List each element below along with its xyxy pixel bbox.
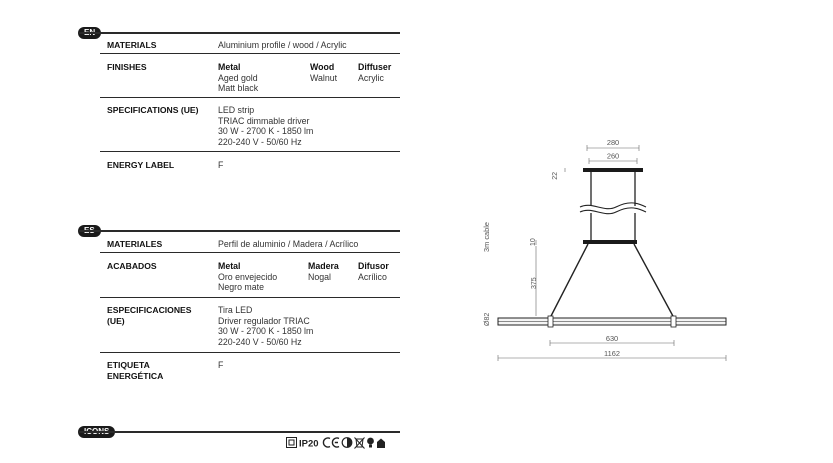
label-materials: MATERIALS	[107, 40, 157, 50]
technical-drawing	[470, 130, 740, 370]
acabados-madera-item: Nogal	[308, 271, 331, 282]
spec-line: 30 W - 2700 K - 1850 lm	[218, 126, 314, 137]
led-bulb-icon	[367, 438, 374, 448]
weee-bin-icon	[355, 438, 365, 449]
divider	[100, 151, 400, 152]
dim-diameter: Ø82	[484, 312, 491, 326]
indoor-use-icon	[377, 439, 385, 449]
acabados-difusor-item: Acrílico	[358, 271, 387, 282]
label-energy: ENERGY LABEL	[107, 160, 175, 170]
finishes-metal-item: Matt black	[218, 83, 259, 94]
finishes-wood-item: Walnut	[310, 72, 338, 83]
spec-line: 220-240 V - 50/60 Hz	[218, 136, 302, 147]
divider	[78, 431, 400, 433]
dimmable-icon	[342, 438, 352, 448]
acabados-metal-head: Metal	[218, 261, 241, 271]
divider	[100, 97, 400, 98]
divider	[100, 297, 400, 298]
divider	[100, 252, 400, 253]
spec-line: LED strip	[218, 105, 255, 115]
label-especificaciones: ESPECIFICACIONES	[107, 305, 192, 315]
finishes-metal-item: Aged gold	[218, 72, 258, 83]
acabados-madera-head: Madera	[308, 261, 339, 271]
value-materials: Aluminium profile / wood / Acrylic	[218, 40, 347, 50]
dim-top-width: 280	[606, 138, 620, 147]
label-materiales: MATERIALES	[107, 239, 163, 249]
finishes-diffuser-head: Diffuser	[358, 62, 392, 72]
ce-mark-icon	[323, 438, 339, 447]
dim-cable: 3m cable	[482, 222, 491, 252]
suspension-bar	[583, 240, 637, 244]
canopy	[583, 168, 643, 172]
finishes-wood-head: Wood	[310, 62, 335, 72]
dim-canopy-width: 260	[606, 151, 620, 161]
acabados-difusor-head: Difusor	[358, 261, 389, 271]
dim-drop: 375	[531, 277, 538, 289]
value-materiales: Perfil de aluminio / Madera / Acrílico	[218, 239, 359, 249]
acabados-metal-item: Oro envejecido	[218, 271, 278, 282]
label-etiqueta: ETIQUETA	[107, 360, 150, 370]
label-especificaciones-ue: (UE)	[107, 316, 125, 326]
label-finishes: FINISHES	[107, 62, 147, 72]
value-etiqueta: F	[218, 360, 224, 370]
dim-total-length: 1162	[604, 349, 620, 358]
spec-line: 30 W - 2700 K - 1850 lm	[218, 326, 314, 337]
spec-line: 220-240 V - 50/60 Hz	[218, 336, 302, 347]
divider	[78, 230, 400, 232]
acabados-metal-item: Negro mate	[218, 282, 264, 293]
finishes-metal-head: Metal	[218, 62, 241, 72]
label-specifications: SPECIFICATIONS (UE)	[107, 105, 199, 115]
dim-inner-span: 630	[605, 334, 619, 343]
dim-ring-height: 10	[530, 238, 537, 246]
spec-line: Driver regulador TRIAC	[218, 315, 310, 326]
certification-icons	[286, 436, 402, 450]
divider	[100, 53, 400, 54]
label-energetica: ENERGÉTICA	[107, 371, 164, 381]
spec-line: Tira LED	[218, 305, 253, 315]
divider	[100, 352, 400, 353]
finishes-diffuser-item: Acrylic	[358, 72, 384, 83]
ip-rating: IP20	[299, 438, 319, 450]
spec-line: TRIAC dimmable driver	[218, 115, 310, 126]
value-energy: F	[218, 160, 224, 170]
divider	[78, 32, 400, 34]
double-insulation-icon	[287, 438, 297, 448]
label-acabados: ACABADOS	[107, 261, 157, 271]
dim-canopy-height: 22	[552, 172, 559, 180]
